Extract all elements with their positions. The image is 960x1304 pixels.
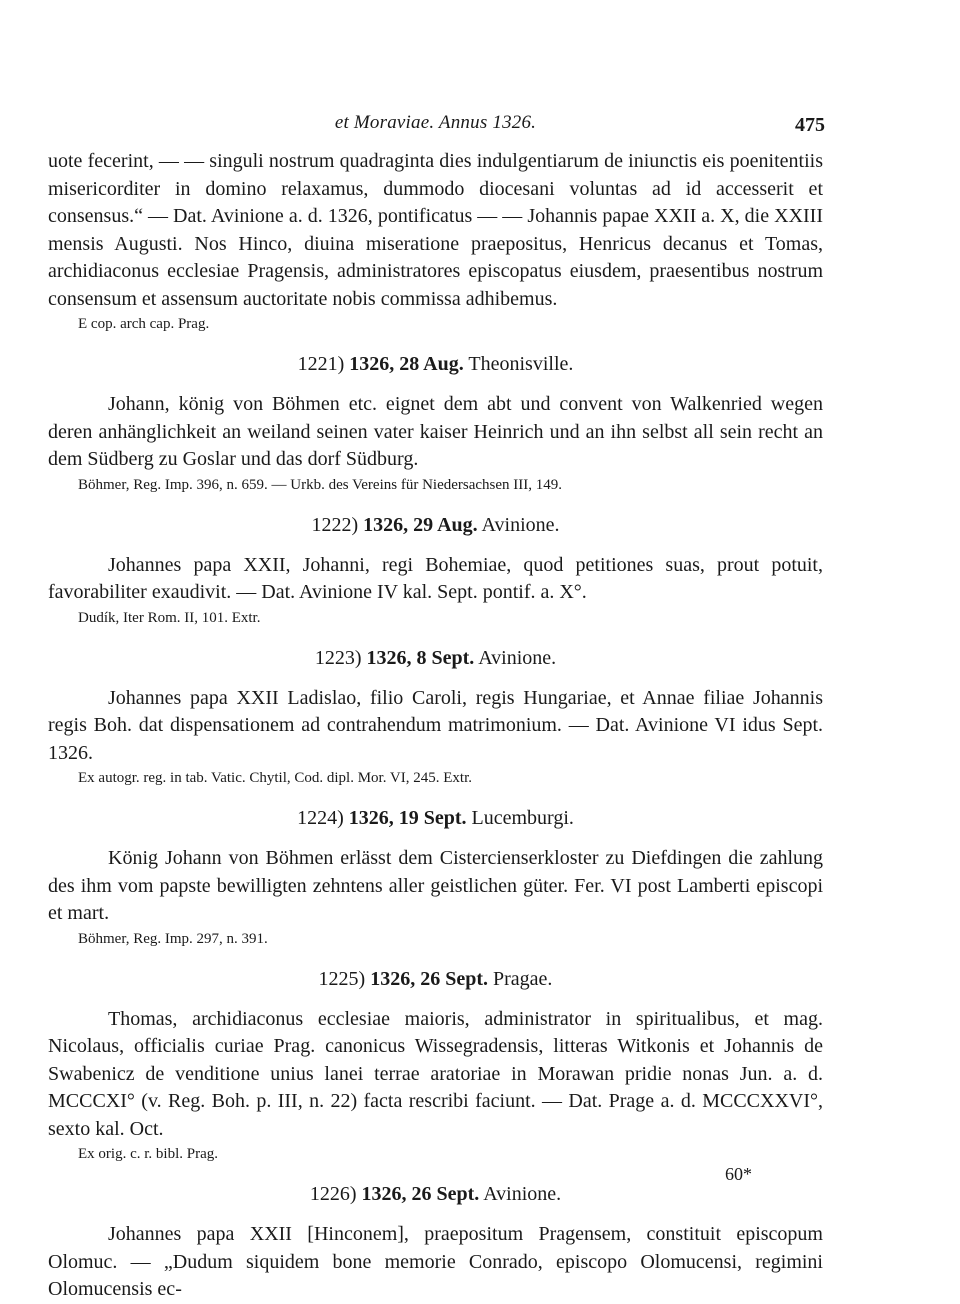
entry-date: 1326, 26 Sept. (370, 967, 489, 990)
entry-place: Avinione. (481, 513, 560, 536)
entry-number: 1223) (314, 646, 362, 669)
entry-number: 1225) (318, 967, 366, 990)
entry-source: Böhmer, Reg. Imp. 396, n. 659. — Urkb. des Vereins für Niedersachsen III, 149. (78, 476, 563, 493)
entry-source: Dudík, Iter Rom. II, 101. Extr. (78, 609, 261, 626)
entry-text: Johann, könig von Böhmen etc. eignet dem abt und convent von Walkenried wegen deren anhänglichkeit an weiland seinen vater kaiser Heinrich und an ihn selbst all sein recht an dem Südberg zu Goslar und das dorf Südburg. (48, 393, 823, 470)
entry-place: Avinione. (483, 1183, 562, 1205)
entry-place: Pragae. (493, 967, 553, 990)
entry-number: 1221) (297, 353, 345, 375)
entry-1224 (48, 805, 823, 950)
entry-place: Theonisville. (468, 353, 574, 375)
entry-text: Johannes papa XXII, Johanni, regi Bohemiae, quod petitiones suas, prout potuit, favorabiliter exaudivit. — Dat. Avinione IV kal. Sept. pontif. a. X°. (48, 553, 823, 603)
entry-date: 1326, 19 Sept. (348, 807, 467, 829)
entry-1226 (48, 1181, 823, 1304)
signature-mark: 60* (725, 1164, 752, 1184)
entry-text: König Johann von Böhmen erlässt dem Cistercienserkloster zu Diefdingen die zahlung des ihm vom papste bewilligten zehntens aller geistlichen güter. Fer. VI post Lamberti episcopi et mart. (48, 847, 823, 924)
entry-place: Avinione. (478, 646, 557, 669)
entry-1223 (48, 645, 823, 790)
entry-date: 1326, 26 Sept. (361, 1183, 480, 1205)
entry-place: Lucemburgi. (471, 807, 574, 829)
entry-number: 1226) (309, 1183, 357, 1205)
entry-date: 1326, 8 Sept. (366, 646, 475, 669)
running-title: et Moraviae. Annus 1326. (334, 112, 537, 133)
entry-heading (48, 512, 823, 538)
entry-date: 1326, 28 Aug. (349, 353, 464, 375)
entry-heading (48, 966, 823, 992)
entry-heading (48, 805, 823, 831)
entry-source: Ex autogr. reg. in tab. Vatic. Chytil, Cod. dipl. Mor. VI, 245. Extr. (78, 770, 473, 786)
entry-heading (48, 1181, 823, 1207)
entry-heading (48, 351, 823, 377)
page-header (48, 112, 823, 148)
entry-text: Johannes papa XXII [Hinconem], praepositum Pragensem, constituit episcopum Olomuc. — „Dudum siquidem bone memorie Conrado, episcopo Olomucensi, regimini Olomucensis ec- (48, 1223, 823, 1300)
entry-1222 (48, 512, 823, 629)
entry-heading (48, 645, 823, 671)
entry-number: 1224) (297, 807, 344, 829)
entry-1225 (48, 966, 823, 1166)
entry-source: Ex orig. c. r. bibl. Prag. (78, 1146, 218, 1162)
continuation-source: E cop. arch cap. Prag. (78, 316, 210, 332)
entry-text: Johannes papa XXII Ladislao, filio Caroli, regis Hungariae, et Annae filiae Johannis regis Boh. dat dispensationem ad contrahendum matrimonium. — Dat. Avinione VI idus Sept. 1326. (48, 686, 823, 764)
document-page (48, 112, 823, 1304)
continuation-text: uote fecerint, — — singuli nostrum quadraginta dies indulgentiarum de iniunctis eis poenitentiis misericorditer in domino relaxamus, dummodo diocesani voluntas ad id accesserit et consensus.“ — Dat. Avinione a. d. 1326, pontificatus — — Johannis papae XXII a. X, die XXIII mensis Augusti. Nos Hinco, diuina miseratione praepositus, Henricus decanus et Tomas, archidiaconus ecclesiae Pragensis, administratores episcopatus eiusdem, praesentibus nostrum consensum et assensum auctoritate nobis commissa adhibemus. (48, 150, 823, 310)
entry-date: 1326, 29 Aug. (363, 513, 478, 536)
entry-1221 (48, 351, 823, 496)
entry-text: Thomas, archidiaconus ecclesiae maioris, administrator in spiritualibus, et mag. Nicolaus, officialis curiae Prag. canonicus Wissegradensis, litteras Witkonis et Johannis de Swabenicz de venditione unius lanei terrae aratoriae in Morawan pridie nonas Jun. a. d. MCCCXI° (v. Reg. Boh. p. III, n. 22) facta rescribi faciunt. — Dat. Prage a. d. MCCCXXVI°, sexto kal. Oct. (48, 1007, 823, 1140)
entry-source: Böhmer, Reg. Imp. 297, n. 391. (78, 930, 268, 947)
page-number: 475 (795, 114, 825, 136)
entry-number: 1222) (311, 513, 359, 536)
